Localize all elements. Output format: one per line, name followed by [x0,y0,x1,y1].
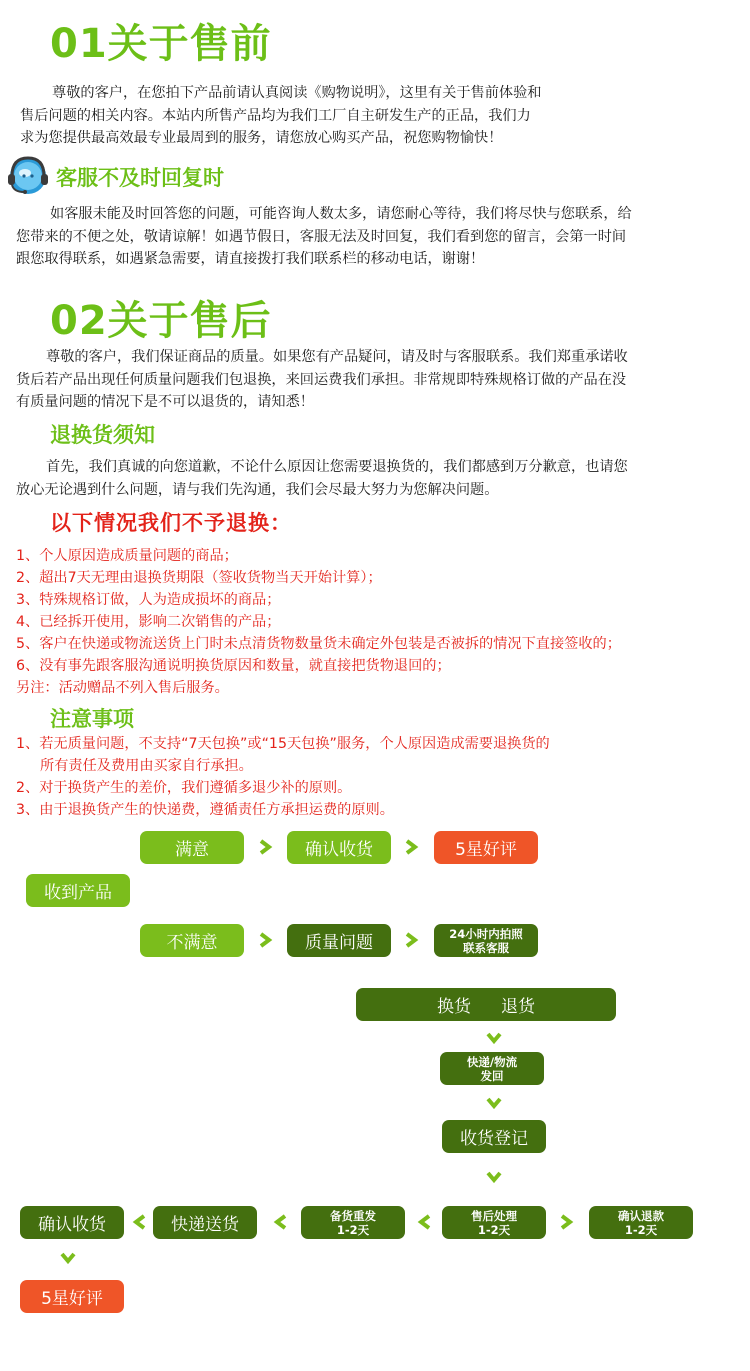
notice-list [16,733,746,821]
returns-line-2: 放心无论遇到什么问题，请与我们先沟通，我们会尽最大努力为您解决问题。 [16,481,499,498]
flow-five-star-top: 5星好评 [434,831,538,864]
chevron-down-icon [486,1169,502,1185]
flow-confirm-receipt-top: 确认收货 [287,831,391,864]
section2-paragraph [16,346,746,414]
no-return-title: 以下情况我们不予退换： [50,511,292,535]
section1-line-2: 售后问题的相关内容。本站内所售产品均为我们工厂自主研发生产的正品，我们力 [20,107,531,124]
chevron-right-icon [404,839,420,855]
section2-line-1: 尊敬的客户，我们保证商品的质量。如果您有产品疑问，请及时与客服联系。我们郑重承诺收 [46,349,628,365]
notice-title: 注意事项 [50,707,134,731]
flow-ship-back-line-1: 快递/物流 [466,1054,518,1069]
flow-after-sales-line-1: 售后处理 [471,1208,517,1223]
flow-received: 收到产品 [26,874,130,907]
flow-reship-line-1: 备货重发 [330,1208,376,1223]
flow-quality-issue: 质量问题 [287,924,391,957]
chevron-left-icon [272,1214,288,1230]
notice-item: 1、若无质量问题，不支持“7天包换”或“15天包换”服务，个人原因造成需要退换货的 [16,736,550,752]
flow-ship-back-line-2: 发回 [480,1068,504,1083]
no-return-item: 3、特殊规格订做，人为造成损坏的商品； [16,592,281,608]
no-return-item: 2、超出7天无理由退换货期限（签收货物当天开始计算）； [16,570,382,586]
flow-ship-back [440,1052,544,1085]
service-title: 客服不及时回复时 [56,166,224,190]
section1-line-3: 求为您提供最高效最专业最周到的服务，请您放心购买产品，祝您购物愉快！ [20,130,503,146]
service-paragraph [16,203,746,271]
flow-reship-line-2: 1-2天 [336,1222,370,1237]
section2-line-2: 货后若产品出现任何质量问题我们包退换，来回运费我们承担。非常规即特殊规格订做的产品在没 [16,371,627,388]
flow-receipt-register: 收货登记 [442,1120,546,1153]
chevron-left-icon [131,1214,147,1230]
flow-refund-line-1: 确认退款 [618,1208,664,1223]
flow-photo-contact-line-1: 24小时内拍照 [449,926,523,941]
service-line-3: 跟您取得联系，如遇紧急需要，请直接拨打我们联系栏的移动电话，谢谢！ [16,251,485,267]
flow-refund [589,1206,693,1239]
flow-photo-contact [434,924,538,957]
no-return-list [16,545,746,699]
section2-title: 02关于售后 [50,298,272,344]
no-return-note: 另注：活动赠品不列入售后服务。 [16,680,229,696]
notice-item: 所有责任及费用由买家自行承担。 [40,758,253,774]
service-line-1: 如客服未能及时回答您的问题，可能咨询人数太多，请您耐心等待，我们将尽快与您联系，给 [50,206,632,222]
chevron-left-icon [416,1214,432,1230]
chevron-right-icon [559,1214,575,1230]
section2-line-3: 有质量问题的情况下是不可以退货的，请知悉！ [16,394,314,410]
chevron-right-icon [404,932,420,948]
no-return-item: 5、客户在快递或物流送货上门时未点清货物数量货未确定外包装是否被拆的情况下直接签收的； [16,636,621,652]
section1-paragraph [20,82,740,150]
flow-five-star-bottom: 5星好评 [20,1280,124,1313]
flow-express-delivery: 快递送货 [153,1206,257,1239]
chevron-right-icon [258,932,274,948]
returns-paragraph [16,456,746,501]
customer-service-headset-icon [4,152,50,198]
chevron-down-icon [60,1250,76,1266]
flow-after-sales-line-2: 1-2天 [477,1222,511,1237]
flow-after-sales [442,1206,546,1239]
no-return-item: 4、已经拆开使用，影响二次销售的产品； [16,614,281,630]
no-return-item: 1、个人原因造成质量问题的商品； [16,548,238,564]
notice-item: 2、对于换货产生的差价，我们遵循多退少补的原则。 [16,780,352,796]
flow-unsatisfied: 不满意 [140,924,244,957]
flow-confirm-receipt-bottom: 确认收货 [20,1206,124,1239]
flow-exchange: 换货 [437,997,471,1017]
flow-refund-line-2: 1-2天 [624,1222,658,1237]
chevron-down-icon [486,1095,502,1111]
chevron-down-icon [486,1030,502,1046]
no-return-item: 6、没有事先跟客服沟通说明换货原因和数量，就直接把货物退回的； [16,658,451,674]
flow-return: 退货 [501,997,535,1017]
service-line-2: 您带来的不便之处，敬请谅解！如遇节假日，客服无法及时回复，我们看到您的留言，会第一时间 [16,228,627,245]
flow-reship [301,1206,405,1239]
section1-title: 01关于售前 [50,21,272,67]
section1-line-1: 尊敬的客户，在您拍下产品前请认真阅读《购物说明》，这里有关于售前体验和 [52,85,542,101]
flow-exchange-return [356,988,616,1021]
returns-title: 退换货须知 [50,423,155,447]
chevron-right-icon [258,839,274,855]
flow-photo-contact-line-2: 联系客服 [463,940,509,955]
notice-item: 3、由于退换货产生的快递费，遵循责任方承担运费的原则。 [16,802,394,818]
returns-line-1: 首先，我们真诚的向您道歉，不论什么原因让您需要退换货的，我们都感到万分歉意，也请您 [46,459,628,475]
flow-satisfied: 满意 [140,831,244,864]
